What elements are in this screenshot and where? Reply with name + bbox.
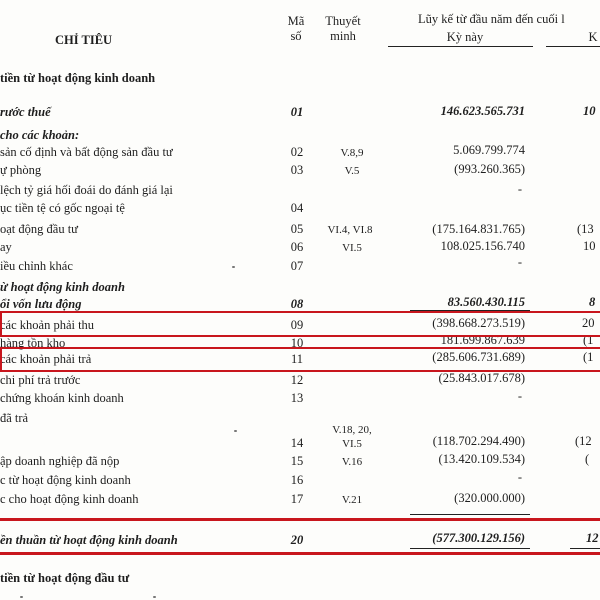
row-current-value: (13.420.109.534) [438,452,525,466]
row-label: các khoản phải thu [0,318,95,332]
header-thuyet-minh-1: Thuyết [325,14,361,28]
row-code: 08 [290,297,304,311]
row-code: 17 [290,492,304,506]
row-current-value: 83.560.430.115 [447,295,525,309]
row-current-value: (320.000.000) [454,491,525,505]
row-prior-value: 12 [586,531,599,545]
highlight-line-total-bottom [0,552,600,555]
row-label: đã trả [0,411,29,425]
row-prior-value: (1 [583,333,594,347]
row-label: cho các khoản: [0,128,80,142]
row-label: ự phòng [0,163,42,177]
row-label: tiền từ hoạt động đầu tư [0,571,130,585]
row-label: ổi vốn lưu động [0,297,82,311]
row-label: chứng khoán kinh doanh [0,391,124,405]
row-prior-value: 20 [582,316,595,330]
row-label: ập doanh nghiệp đã nộp [0,454,120,468]
total-underline-cur-bottom [410,548,530,549]
row-label: ừ hoạt động kinh doanh [0,280,125,294]
row-label: c từ hoạt động kinh doanh [0,473,131,487]
header-ma-so-2: số [290,29,302,43]
row-prior-value: (13 [577,222,594,236]
header-chi-tieu: CHỈ TIÊU [55,33,113,47]
header-ma-so-1: Mã [287,14,305,28]
row-label: sản cố định và bất động sản đầu tư [0,145,173,159]
scan-speck [153,596,156,598]
row-dash: - [517,470,523,484]
row-label: tiền từ hoạt động kinh doanh [0,71,156,85]
row-code: 16 [290,473,304,487]
row-current-value: 181.699.867.639 [440,333,525,347]
row-code: 01 [290,105,304,119]
row-label: ền thuần từ hoạt động kinh doanh [0,533,178,547]
row-code: 11 [290,352,304,366]
row-label: iều chỉnh khác [0,259,73,273]
row-note: VI.4, VI.8 [327,224,373,236]
row-code: 20 [290,533,304,547]
row-prior-value: (1 [583,350,594,364]
row-label: rước thuế [0,105,51,119]
row-label: các khoản phải trả [0,352,92,366]
row-note: VI.5 [342,438,362,450]
row-code: 07 [290,259,304,273]
row-code: 04 [290,201,304,215]
row-label: ay [0,240,12,254]
row-current-value: (285.606.731.689) [432,350,525,364]
header-thuyet-minh-2: minh [330,29,356,43]
row-current-value: (577.300.129.156) [432,531,525,545]
total-underline-cur-top [410,514,530,515]
header-luy-ke: Lũy kế từ đầu năm đến cuối l [418,12,565,26]
row-code: 05 [290,222,304,236]
row-prior-value: ( [585,452,590,466]
row-prior-value: (12 [575,434,592,448]
row-prior-value: 10 [583,104,596,118]
row-current-value: 146.623.565.731 [440,104,525,118]
row-label: ục tiền tệ có gốc ngoại tệ [0,201,125,215]
row-current-value: (118.702.294.490) [432,434,525,448]
row-note: VI.5 [342,242,362,254]
highlight-box-receivables [0,311,600,337]
row-note: V.18, 20, [332,424,372,436]
row-label: chi phí trả trước [0,373,81,387]
row-note: V.8,9 [340,147,364,159]
row-label: lệch tỷ giá hối đoái do đánh giá lại [0,183,173,197]
header-ky-truoc: K [588,30,598,44]
row-dash: - [517,389,523,403]
highlight-box-payables [0,347,600,372]
highlight-line-total-top [0,518,600,521]
row-code: 13 [290,391,304,405]
row-code: 06 [290,240,304,254]
row-code: 03 [290,163,304,177]
row-current-value: (175.164.831.765) [432,222,525,236]
header-ky-nay: Kỳ này [446,30,484,44]
row-code: 09 [290,318,304,332]
row-current-value: 108.025.156.740 [440,239,525,253]
header-underline-prev [546,46,600,47]
row-dash: - [517,255,523,269]
scan-speck [20,596,23,598]
row-note: V.21 [341,494,363,506]
row-prior-value: 10 [583,239,596,253]
row-label: c cho hoạt động kinh doanh [0,492,139,506]
row-current-value: (993.260.365) [454,162,525,176]
row-dash: - [517,182,523,196]
row-code: 12 [290,373,304,387]
header-underline-cur [388,46,533,47]
row-current-value: 5.069.799.774 [453,143,525,157]
row-current-value: (398.668.273.519) [432,316,525,330]
scan-speck [232,266,235,268]
row-label: oạt động đầu tư [0,222,78,236]
scan-speck [234,430,237,432]
row-prior-value: 8 [589,295,596,309]
row-code: 10 [290,336,304,350]
row-code: 15 [290,454,304,468]
row-note: V.16 [341,456,363,468]
row-label: hàng tồn kho [0,336,66,350]
row-code: 14 [290,436,304,450]
total-underline-prev-bottom [570,548,600,549]
row-code: 02 [290,145,304,159]
row-current-value: (25.843.017.678) [438,371,525,385]
row-note: V.5 [344,165,360,177]
